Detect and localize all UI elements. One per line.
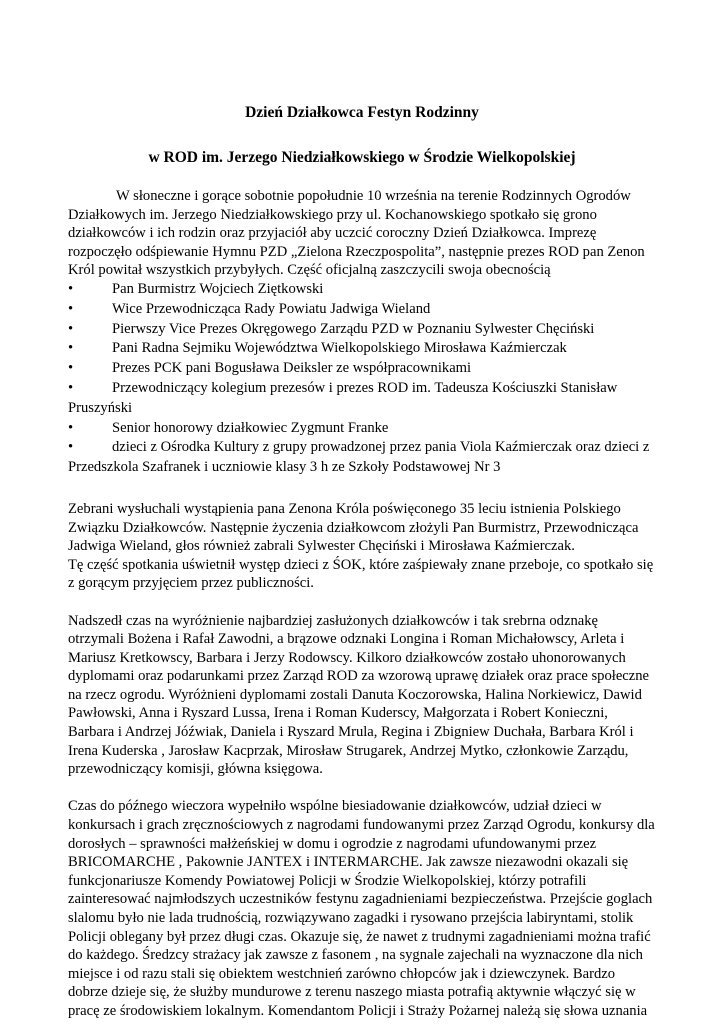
intro-paragraph: W słoneczne i gorące sobotnie popołudnie 10 września na terenie Rodzinnych Ogrodów Działkowych im. Jerzego Niedziałkowskiego przy ul. Kochanowskiego spotkało się grono działkowców i ich rodzin oraz przyjaciół aby uczcić coroczny Dzień Działkowca. Imprezę rozpoczęło odśpiewanie Hymnu PZD „Zielona Rzeczpospolita”, następnie prezes ROD pan Zenon Król powitał wszystkich przybyłych. Część oficjalną zaszczycili swoja obecnością xyxy=(68,188,645,279)
guest-list xyxy=(68,280,656,478)
bullet-icon: • xyxy=(68,320,74,337)
bullet-icon: • xyxy=(68,379,74,396)
guest-name: dzieci z Ośrodka Kultury z grupy prowadzonej przez pania Viola Kaźmierczak oraz dzieci z Przedszkola Szafranek i uczniowie klasy 3 h ze Szkoły Podstawowej Nr 3 xyxy=(68,439,650,476)
bullet-icon: • xyxy=(68,340,74,357)
bullet-icon: • xyxy=(68,280,74,297)
guest-name: Pan Burmistrz Wojciech Ziętkowski xyxy=(112,280,324,297)
bullet-icon: • xyxy=(68,439,74,456)
guest-name: Pani Radna Sejmiku Województwa Wielkopolskiego Mirosława Kaźmierczak xyxy=(112,340,567,357)
bullet-icon: • xyxy=(68,419,74,436)
guest-name: Przewodniczący kolegium prezesów i prezes ROD im. Tadeusza Kościuszki Stanisław Pruszyński xyxy=(68,379,618,416)
list-item xyxy=(68,339,656,359)
performance-paragraph: Tę część spotkania uświetnił występ dzieci z ŚOK, które zaśpiewały znane przeboje, co spotkało się z gorącym przyjęciem przez publiczności. xyxy=(68,556,654,592)
guest-name: Pierwszy Vice Prezes Okręgowego Zarządu PZD w Poznaniu Sylwester Chęciński xyxy=(112,320,595,337)
evening-paragraph: Czas do późnego wieczora wypełniło wspólne biesiadowanie działkowców, udział dzieci w konkursach i grach zręcznościowych z nagrodami fundowanymi przez Zarząd Ogrodu, konkursy dla dorosłych – sprawności małżeńskiej w domu i ogrodzie z nagrodami ufundowanymi przez BRICOMARCHE , Pakownie JANTEX i INTERMARCHE. Jak zawsze niezawodni okazali się funkcjonariusze Komendy Powiatowej Policji w Środzie Wielkopolskiej, którzy potrafili zainteresować najmłodszych uczestników festynu zagadnieniami bezpieczeństwa. Przejście goglach slalomu było nie lada trudnością, rozwiązywano zagadki i rysowano przejścia labiryntami, stolik Policji oblegany był przez długi czas. Okazuje się, że nawet z trudnymi zagadnieniami można trafić do każdego. Średzcy strażacy jak zawsze z fasonem , na sygnale zajechali na wyznaczone dla nich miejsce i od razu stali się obiektem westchnień zarówno chłopców jak i dziewczynek. Bardzo dobrze dzieje się, że służby mundurowe z terenu naszego miasta potrafią aktywnie włączyć się w pracę ze środowiskiem lokalnym. Komendantom Policji i Straży Pożarnej należą się słowa uznania xyxy=(68,798,655,1019)
document-subtitle: w ROD im. Jerzego Niedziałkowskiego w Środzie Wielkopolskiej xyxy=(148,149,576,166)
list-item xyxy=(68,300,656,320)
speeches-paragraph: Zebrani wysłuchali wystąpienia pana Zenona Króla poświęconego 35 leciu istnienia Polskiego Związku Działkowców. Następnie życzenia działkowcom złożyli Pan Burmistrz, Przewodnicząca Jadwiga Wieland, głos również zabrali Sylwester Chęciński i Mirosława Kaźmierczak. xyxy=(68,500,639,555)
guest-name: Senior honorowy działkowiec Zygmunt Franke xyxy=(112,419,389,436)
list-item xyxy=(68,320,656,340)
guest-name: Wice Przewodnicząca Rady Powiatu Jadwiga Wieland xyxy=(112,300,431,317)
list-item xyxy=(68,379,656,419)
guest-name: Prezes PCK pani Bogusława Deiksler ze współpracownikami xyxy=(112,360,472,377)
list-item xyxy=(68,280,656,300)
list-item xyxy=(68,438,656,478)
list-item xyxy=(68,419,656,439)
list-item xyxy=(68,359,656,379)
awards-paragraph: Nadszedł czas na wyróżnienie najbardziej zasłużonych działkowców i tak srebrna odznakę otrzymali Bożena i Rafał Zawodni, a brązowe odznaki Longina i Roman Michałowscy, Arleta i Mariusz Kretkowscy, Barbara i Jerzy Rodowscy. Kilkoro działkowców zostało uhonorowanych dyplomami oraz podarunkami przez Zarząd ROD za wzorową uprawę działek oraz prace społeczne na rzecz ogrodu. Wyróżnieni dyplomami zostali Danuta Koczorowska, Halina Norkiewicz, Dawid Pawłowski, Anna i Ryszard Lussa, Irena i Roman Kuderscy, Małgorzata i Robert Konieczni, Barbara i Andrzej Jóźwiak, Daniela i Ryszard Mrula, Regina i Zbigniew Duchała, Barbara Król i Irena Kuderska , Jarosław Kacprzak, Mirosław Strugarek, Andrzej Mytko, członkowie Zarządu, przewodniczący komisji, główna księgowa. xyxy=(68,612,650,778)
bullet-icon: • xyxy=(68,300,74,317)
bullet-icon: • xyxy=(68,360,74,377)
document-title: Dzień Działkowca Festyn Rodzinny xyxy=(245,104,479,121)
